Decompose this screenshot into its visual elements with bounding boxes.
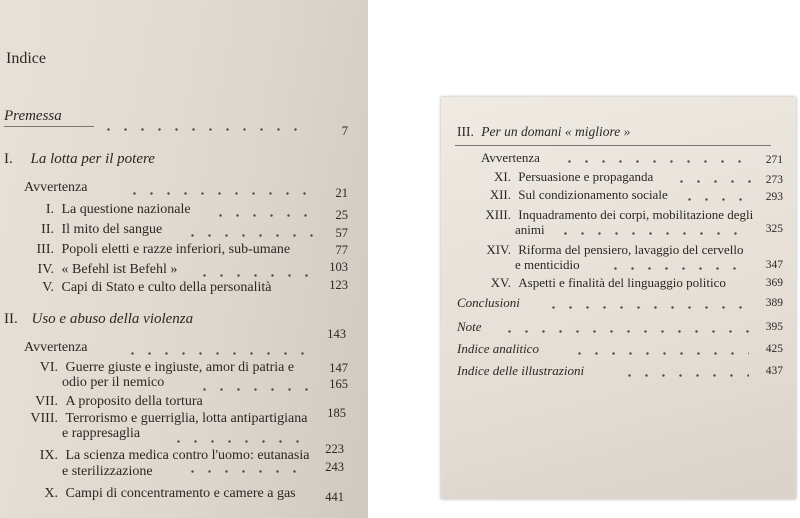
chapter-8: VIII. Terrorismo e guerriglia, lotta antipartigiana bbox=[30, 411, 308, 426]
chapter-7: VII. A proposito della tortura bbox=[35, 394, 203, 409]
chapter-15-page: 369 bbox=[765, 277, 783, 289]
part3-label: III. bbox=[457, 124, 474, 139]
chapter-8-page: 185 bbox=[327, 406, 346, 420]
chapter-5: V. Capi di Stato e culto della personalità bbox=[42, 280, 272, 295]
indice-analitico-dots bbox=[571, 352, 749, 355]
part3-avvertenza-dots bbox=[561, 160, 755, 163]
chapter-1: I. La questione nazionale bbox=[45, 202, 191, 217]
chapter-2-dots bbox=[184, 234, 316, 237]
note-page: 395 bbox=[765, 321, 783, 333]
indice-illustrazioni-dots bbox=[621, 374, 749, 377]
chapter-9-dots bbox=[184, 470, 304, 473]
premessa-dots bbox=[100, 128, 310, 131]
part2-page: 143 bbox=[327, 327, 346, 341]
chapter-6: VI. Guerre giuste e ingiuste, amor di patria e bbox=[39, 360, 295, 375]
chapter-10: X. Campi di concentramento e camere a gas bbox=[44, 486, 296, 501]
chapter-15: XV. Aspetti e finalità del linguaggio politico bbox=[490, 275, 726, 290]
chapter-8-dots bbox=[170, 440, 312, 443]
chapter-12-dots bbox=[681, 198, 751, 201]
chapter-11-dots bbox=[673, 180, 755, 183]
part3-avvertenza: Avvertenza bbox=[481, 150, 540, 165]
chapter-12-page: 293 bbox=[765, 191, 783, 203]
indice-illustrazioni-page: 437 bbox=[765, 365, 783, 377]
part3-avvertenza-page: 271 bbox=[765, 154, 783, 166]
part2-title bbox=[4, 311, 193, 328]
part1-name: La lotta per il potere bbox=[30, 151, 155, 167]
chapter-14-page: 347 bbox=[765, 259, 783, 271]
chapter-13: XIII. Inquadramento dei corpi, mobilitazione degli bbox=[485, 207, 754, 222]
chapter-6-dots bbox=[196, 388, 310, 391]
chapter-11-page: 273 bbox=[765, 174, 783, 186]
chapter-12: XII. Sul condizionamento sociale bbox=[489, 187, 668, 202]
index-heading: Indice bbox=[6, 50, 46, 67]
indice-analitico: Indice analitico bbox=[457, 341, 539, 356]
chapter-14-dots bbox=[607, 267, 749, 270]
chapter-4-dots bbox=[196, 274, 312, 277]
part1-avvertenza: Avvertenza bbox=[24, 180, 88, 195]
conclusioni-page: 389 bbox=[765, 297, 783, 309]
part3-name: Per un domani « migliore » bbox=[481, 124, 631, 139]
left-page bbox=[0, 0, 368, 518]
part3-rule bbox=[455, 145, 771, 146]
chapter-13-page: 325 bbox=[765, 223, 783, 235]
part2-name: Uso e abuso della violenza bbox=[31, 311, 194, 327]
part2-label: II. bbox=[4, 311, 18, 327]
right-page bbox=[441, 97, 796, 499]
part2-avvertenza-dots bbox=[124, 352, 316, 355]
conclusioni-dots bbox=[545, 306, 749, 309]
note: Note bbox=[457, 319, 482, 334]
chapter-3-page: 77 bbox=[335, 243, 348, 257]
part3-title bbox=[457, 124, 630, 140]
part1-title bbox=[4, 151, 155, 168]
chapter-10-bottom-page: 441 bbox=[325, 490, 344, 504]
note-dots bbox=[501, 330, 749, 333]
conclusioni: Conclusioni bbox=[457, 295, 520, 310]
premessa-rule bbox=[4, 126, 94, 127]
chapter-3: III. Popoli eletti e razze inferiori, sub-umane bbox=[36, 242, 291, 257]
part2-avvertenza: Avvertenza bbox=[24, 340, 88, 355]
chapter-9: IX. La scienza medica contro l'uomo: eutanasia bbox=[39, 448, 310, 463]
chapter-6-page: 147 bbox=[329, 361, 348, 375]
chapter-9-page: 223 bbox=[325, 442, 344, 456]
premessa-page: 7 bbox=[341, 124, 348, 138]
chapter-10-page: 243 bbox=[325, 460, 344, 474]
part1-avvertenza-page: 21 bbox=[335, 186, 348, 200]
chapter-7-page: 165 bbox=[329, 377, 348, 391]
chapter-1-page: 25 bbox=[335, 208, 348, 222]
chapter-1-dots bbox=[212, 214, 316, 217]
chapter-13-line2: animi bbox=[515, 222, 545, 237]
chapter-14-line2: e menticidio bbox=[515, 257, 580, 272]
chapter-8-line2: e rappresaglia bbox=[62, 426, 141, 441]
chapter-9-line2: e sterilizzazione bbox=[62, 464, 153, 479]
chapter-4-page: 103 bbox=[329, 260, 348, 274]
part1-avvertenza-dots bbox=[126, 192, 316, 195]
indice-analitico-page: 425 bbox=[765, 343, 783, 355]
chapter-4: IV. « Befehl ist Befehl » bbox=[37, 262, 178, 277]
chapter-13-dots bbox=[557, 232, 749, 235]
chapter-11: XI. Persuasione e propaganda bbox=[494, 169, 654, 184]
chapter-2: II. Il mito del sangue bbox=[41, 222, 163, 237]
chapter-2-page: 57 bbox=[335, 226, 348, 240]
premessa-title: Premessa bbox=[4, 108, 62, 124]
indice-illustrazioni: Indice delle illustrazioni bbox=[457, 363, 585, 378]
chapter-6-line2: odio per il nemico bbox=[62, 375, 165, 390]
chapter-5-page: 123 bbox=[329, 278, 348, 292]
part1-label: I. bbox=[4, 151, 13, 167]
chapter-14: XIV. Riforma del pensiero, lavaggio del cervello bbox=[486, 242, 744, 257]
